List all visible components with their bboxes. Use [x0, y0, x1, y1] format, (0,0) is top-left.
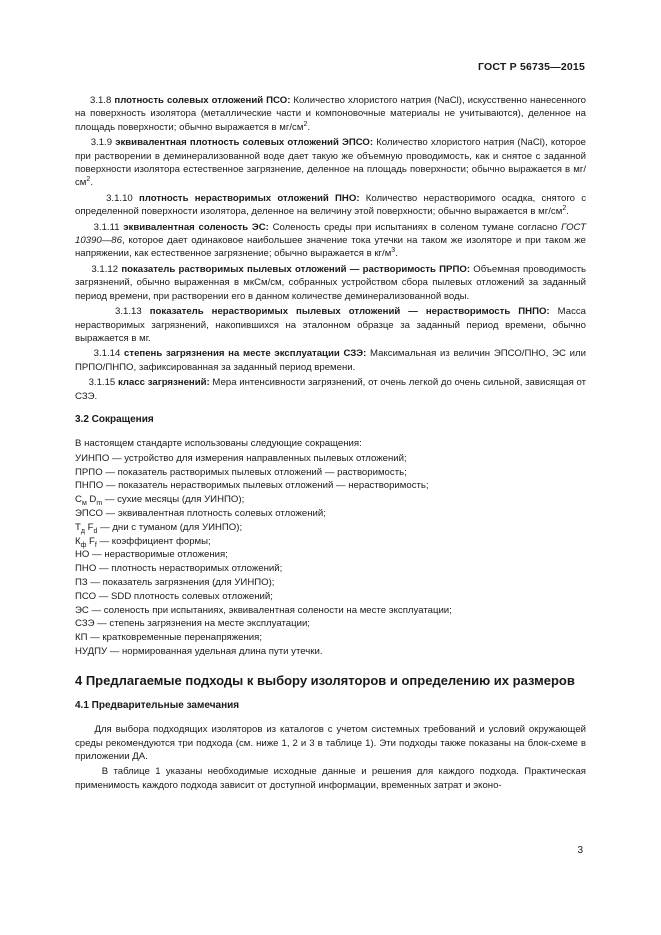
definition-3-1-8 — [75, 94, 586, 134]
definition-term: показатель растворимых пылевых отложений — растворимость ПРПО: — [121, 263, 471, 275]
definition-term: эквивалентная плотность солевых отложений ЭПСО: — [115, 137, 374, 149]
definition-text: Объемная проводимость загрязнений, обычно выраженная в мкСм/см, собранных устройством сбора пылевых отложений за заданный период времени, при растворении его в данном количестве деминерализованной воды. — [75, 263, 587, 302]
definition-3-1-13 — [75, 305, 586, 345]
definition-tail: . — [566, 206, 569, 218]
abbreviation-item: ПРПО — показатель растворимых пылевых отложений — растворимость; — [75, 466, 407, 478]
definition-term: плотность нерастворимых отложений ПНО: — [138, 192, 360, 204]
definition-term: плотность солевых отложений ПСО: — [114, 95, 291, 106]
subscript: ф — [80, 541, 87, 549]
abbreviation-item: ПСО — SDD плотность солевых отложений; — [75, 590, 273, 602]
definition-text: Количество хлористого натрия (NaCl), искусственно нанесенного на поверхность изолятора (металлические части и компоновочные материалы не учитываются), деленное на площадь поверхности; обычно выражается в мг/см — [75, 95, 586, 133]
standard-reference: ГОСТ 10390—86 — [75, 221, 587, 247]
definition-term: эквивалентная соленость ЭС: — [123, 221, 269, 233]
definition-number: 3.1.9 — [90, 137, 113, 149]
subscript: м — [81, 500, 87, 508]
section-4-paragraph — [75, 765, 586, 792]
section-heading-3-2: 3.2 Сокращения — [75, 413, 154, 425]
abbreviation-item: ПЗ — показатель загрязнения (для УИНПО); — [75, 576, 275, 588]
abbreviation-item: КП — кратковременные перенапряжения; — [75, 632, 263, 644]
symbol: F — [86, 535, 95, 547]
paragraph-text: В таблице 1 указаны необходимые исходные данные и решения для каждого подхода. Практическая применимость каждого подхода зависит от доступной информации, временных затрат и эконо- — [75, 766, 586, 791]
definition-term: показатель нерастворимых пылевых отложений — нерастворимость ПНПО: — [149, 306, 550, 318]
definition-number: 3.1.15 — [88, 377, 116, 389]
abbreviation-item — [75, 493, 586, 507]
definition-3-1-11 — [75, 221, 586, 261]
superscript: 2 — [86, 176, 91, 184]
page-content — [75, 94, 586, 794]
definition-number: 3.1.10 — [106, 192, 133, 204]
page-number: 3 — [577, 845, 583, 856]
abbreviation-text: — сухие месяцы (для УИНПО); — [102, 494, 245, 506]
abbreviation-item: СЗЭ — степень загрязнения на месте эксплуатации; — [75, 618, 310, 630]
subscript: f — [94, 541, 97, 549]
definition-3-1-12 — [75, 263, 586, 303]
definition-tail: . — [90, 177, 93, 189]
definition-tail: . — [307, 121, 311, 133]
superscript: 2 — [303, 120, 308, 128]
definition-number: 3.1.11 — [93, 221, 120, 233]
abbreviation-item: НО — нерастворимые отложения; — [75, 549, 228, 561]
abbreviation-text: — дни с туманом (для УИНПО); — [97, 521, 243, 533]
abbreviation-item: ПНПО — показатель нерастворимых пылевых отложений — нерастворимость; — [75, 480, 429, 492]
symbol: D — [86, 494, 97, 506]
definition-3-1-15 — [75, 376, 586, 403]
abbreviation-item: ЭПСО — эквивалентная плотность солевых отложений; — [75, 507, 326, 519]
definition-term: класс загрязнений: — [117, 377, 210, 389]
subscript: m — [96, 500, 103, 508]
definition-text: Мера интенсивности загрязнений, от очень легкой до очень сильной, зависящая от СЗЭ. — [75, 377, 586, 402]
abbreviation-item: НУДПУ — нормированная удельная длина пути утечки. — [75, 645, 323, 657]
definition-number: 3.1.8 — [90, 95, 112, 106]
abbreviation-item: ПНО — плотность нерастворимых отложений; — [75, 563, 283, 575]
definition-text: , которое дает одинаковое наибольшее значение тока утечки на таком же изоляторе и при таком же напряжении, как естественное загрязнение; обычно выражается в кг/м — [75, 235, 586, 260]
paragraph-text: Для выбора подходящих изоляторов из каталогов с учетом системных требований и условий окружающей среды рекомендуются три подхода (см. ниже 1, 2 и 3 в таблице 1). Эти подходы также показаны на блок-схеме в приложении ДА. — [75, 724, 587, 762]
definition-text: Соленость среды при испытаниях в соленом тумане согласно — [268, 221, 562, 233]
definition-text: Количество хлористого натрия (NaCl), которое при растворении в деминерализованной воде дает такую же объемную проводимость, как и снятое с заданной поверхности изолятора естественное загрязнение, деленное на площадь поверхности; обычно выражается в мг/см — [75, 137, 586, 189]
definition-text: Количество нерастворимого осадка, снятого с определенной поверхности изолятора, деленное на величину этой поверхности; обычно выражается в мг/см — [75, 192, 587, 218]
definition-number: 3.1.12 — [91, 263, 119, 275]
subscript: д — [80, 527, 85, 535]
definition-number: 3.1.13 — [115, 306, 142, 318]
subscript: d — [93, 527, 98, 535]
abbreviations-list — [75, 452, 586, 659]
abbreviation-item: УИНПО — устройство для измерения направленных пылевых отложений; — [75, 452, 407, 464]
definition-term: степень загрязнения на месте эксплуатации СЗЭ: — [124, 348, 367, 360]
abbreviations-intro: В настоящем стандарте использованы следующие сокращения: — [75, 438, 362, 450]
section-heading-4-1: 4.1 Предварительные замечания — [75, 699, 240, 711]
abbreviation-item — [75, 535, 586, 549]
superscript: 2 — [562, 205, 567, 213]
definition-number: 3.1.14 — [93, 348, 121, 360]
definition-tail: . — [395, 248, 398, 260]
superscript: 3 — [391, 247, 396, 255]
abbreviation-text: — коэффициент формы; — [96, 535, 211, 547]
symbol: К — [75, 535, 81, 547]
definition-3-1-9 — [75, 136, 586, 190]
symbol: Т — [75, 521, 81, 533]
symbol: F — [84, 521, 94, 533]
definition-3-1-10 — [75, 192, 586, 219]
definition-text: Масса нерастворимых загрязнений, накопившихся на эталонном образце за заданный период времени, обычно выражается в мг. — [75, 306, 587, 344]
section-heading-4: 4 Предлагаемые подходы к выбору изоляторов и определению их размеров — [75, 672, 575, 688]
section-4-paragraph — [75, 723, 586, 763]
definition-3-1-14 — [75, 347, 586, 374]
definition-text: Максимальная из величин ЭПСО/ПНО, ЭС или ПРПО/ПНПО, зафиксированная за заданный период времени. — [75, 348, 586, 373]
abbreviation-item — [75, 521, 586, 535]
document-id-header: ГОСТ Р 56735—2015 — [477, 61, 585, 73]
symbol: С — [75, 494, 82, 506]
abbreviation-item: ЭС — соленость при испытаниях, эквивалентная солености на месте эксплуатации; — [75, 604, 452, 616]
